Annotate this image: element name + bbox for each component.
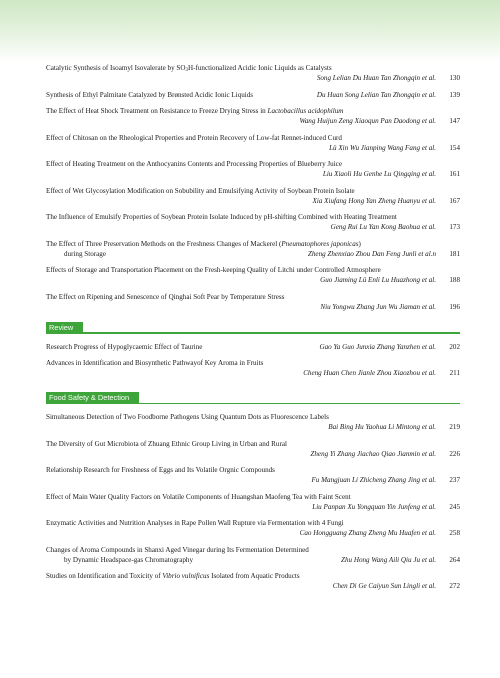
entry-authors: Niu Yongwu Zhang Jun Wu Jiaman et al. (320, 302, 436, 311)
toc-entry[interactable] (46, 439, 460, 459)
table-of-contents (46, 63, 460, 598)
entry-authors: Zheng Zhenxiao Zhou Dan Feng Junli et al.n (307, 249, 436, 258)
entry-page: 139 (449, 90, 460, 99)
section-title: Review (46, 322, 83, 334)
entry-authors: Zheng Yi Zhang Jiachao Qiao Jianmin et al. (310, 449, 436, 458)
entry-page: 202 (449, 342, 460, 351)
entry-authors: Liu Xiaoli Hu Genhe Lu Qingqing et al. (322, 170, 436, 178)
entry-page: 237 (449, 476, 460, 484)
entry-title: Effect of Chitosan on the Rheological Properties and Protein Recovery of Low-fat Rennet-induced Curd (46, 133, 342, 142)
entry-page: 245 (449, 502, 460, 511)
header-gradient-band (0, 0, 500, 62)
entry-title: Effects of Storage and Transportation Placement on the Fresh-keeping Quality of Litchi under Controlled Atmosphere (46, 266, 381, 274)
entry-authors: Cheng Huan Chen Jianle Zhou Xiaozhou et al. (303, 369, 436, 377)
entry-authors: Song Lelian Du Huan Tan Zhongqin et al. (316, 74, 436, 82)
entry-title: Changes of Aroma Compounds in Shanxi Aged Vinegar during Its Fermentation Determined (46, 545, 309, 554)
entry-authors: Geng Rui Lu Yan Kong Baohua et al. (330, 223, 436, 231)
entry-title: The Effect on Ripening and Senescence of Qinghai Soft Pear by Temperature Stress (46, 292, 285, 301)
entry-page: 188 (449, 276, 460, 284)
entry-authors: Fu Mangjuan Li Zhicheng Zhang Jing et al. (311, 476, 436, 484)
toc-entry[interactable] (46, 518, 460, 538)
entry-authors: Cao Hongguang Zhang Zheng Mu Huafen et al. (299, 529, 436, 537)
section-title: Food Safety & Detection (46, 392, 139, 404)
toc-entry[interactable] (46, 239, 460, 259)
toc-entry[interactable] (46, 292, 460, 312)
entry-title: The Effect of Three Preservation Methods on the Freshness Changes of Mackerel (Pneumatophores japonicas) (46, 239, 361, 248)
toc-entry[interactable] (46, 186, 460, 206)
toc-entry[interactable] (46, 159, 460, 179)
toc-entry[interactable] (46, 412, 460, 432)
entry-title: Research Progress of Hypoglycaemic Effect of Taurine (46, 342, 203, 351)
entry-title: Relationship Research for Freshness of Eggs and Its Volatile Orgnic Compounds (46, 466, 275, 474)
toc-entry[interactable] (46, 358, 460, 378)
entry-authors: Lü Xin Wu Jianping Wang Fang et al. (329, 143, 436, 152)
entry-authors: Gao Ya Guo Junxia Zhang Yanzhen et al. (319, 342, 436, 351)
entry-page: 167 (449, 196, 460, 205)
entry-page: 173 (449, 223, 460, 231)
entry-title: Effect of Wet Glycosylation Modification on Sobubility and Emulsifying Activity of Soybean Protein Isolate (46, 186, 355, 195)
toc-entry[interactable] (46, 571, 460, 591)
toc-entry[interactable] (46, 465, 460, 485)
toc-entry[interactable] (46, 63, 460, 83)
toc-entry[interactable] (46, 133, 460, 153)
entry-title: Synthesis of Ethyl Palmitate Catalyzed by Brønsted Acidic Ionic Liquids (46, 90, 254, 99)
toc-entry[interactable] (46, 106, 460, 126)
entry-page: 226 (449, 449, 460, 458)
entry-title: Catalytic Synthesis of Isoamyl Isovalerate by $SO_3H$-functionalized Acidic Ionic Liquids as Catalysts (46, 64, 332, 73)
entry-title: The Influence of Emulsify Properties of Soybean Protein Isolate Induced by pH-shifting Combined with Heating Treatment (46, 213, 397, 221)
section-header-review (46, 322, 460, 334)
entry-title: Studies on Identification and Toxicity of Vibrio vulnificus Isolated from Aquatic Products (46, 572, 300, 580)
entry-authors: Bai Bing Hu Yaohua Li Mintong et al. (328, 423, 436, 431)
toc-entry[interactable] (46, 545, 460, 565)
entry-authors: Wang Huijun Zeng Xiaoqun Pan Daodong et al. (299, 117, 436, 125)
entry-page: 147 (449, 117, 460, 125)
toc-entry[interactable] (46, 265, 460, 285)
entry-title: Effect of Heating Treatment on the Anthocyanins Contents and Processing Properties of Blueberry Juice (46, 160, 342, 168)
entry-title-continued: during Storage (64, 249, 106, 258)
section-header-food-safety (46, 392, 460, 404)
section-rule (46, 332, 460, 333)
entry-title: Enzymatic Activities and Nutrition Analyses in Rape Pollen Wall Rupture via Fermentation with 4 Fungi (46, 519, 344, 527)
entry-authors: Guo Jiaming Lü Enli Lu Huazhong et al. (320, 276, 436, 284)
entry-page: 154 (449, 143, 460, 152)
entry-title: Advances in Identification and Biosynthetic Pathwayof Key Aroma in Fruits (46, 359, 264, 367)
entry-page: 130 (449, 74, 460, 82)
entry-page: 211 (449, 369, 460, 377)
entry-title-continued: by Dynamic Headspace-gas Chromatography (64, 555, 194, 564)
entry-authors: Xia Xiufang Hong Yan Zheng Huanyu et al. (312, 196, 436, 205)
entry-page: 258 (449, 529, 460, 537)
toc-entry[interactable] (46, 342, 460, 352)
entry-authors: Du Huan Song Lelian Tan Zhongqin et al. (316, 90, 436, 99)
entry-page: 219 (449, 423, 460, 431)
entry-title: The Diversity of Gut Microbiota of Zhuang Ethnic Group Living in Urban and Rural (46, 439, 287, 448)
entry-title: Effect of Main Water Quality Factors on Volatile Components of Huangshan Maofeng Tea with Faint Scent (46, 492, 351, 501)
entry-authors: Liu Panpan Xu Yongquan Yin Junfeng et al. (312, 502, 436, 511)
entry-authors: Chen Di Ge Caiyun Sun Lingli et al. (332, 582, 436, 590)
toc-entry[interactable] (46, 212, 460, 232)
entry-title: The Effect of Heat Shock Treatment on Resistance to Freeze Drying Stress in Lactobacillus acidophilum (46, 107, 344, 115)
toc-entry[interactable] (46, 90, 460, 100)
entry-title: Simultaneous Detection of Two Foodborne Pathogens Using Quantum Dots as Fluorescence Labels (46, 413, 329, 421)
entry-page: 196 (449, 302, 460, 311)
entry-page: 264 (449, 555, 460, 564)
entry-page: 181 (449, 249, 460, 258)
entry-page: 272 (449, 582, 460, 590)
toc-entry[interactable] (46, 492, 460, 512)
entry-page: 161 (449, 170, 460, 178)
entry-authors: Zhu Hong Wang Aili Qiu Ju et al. (341, 555, 436, 564)
